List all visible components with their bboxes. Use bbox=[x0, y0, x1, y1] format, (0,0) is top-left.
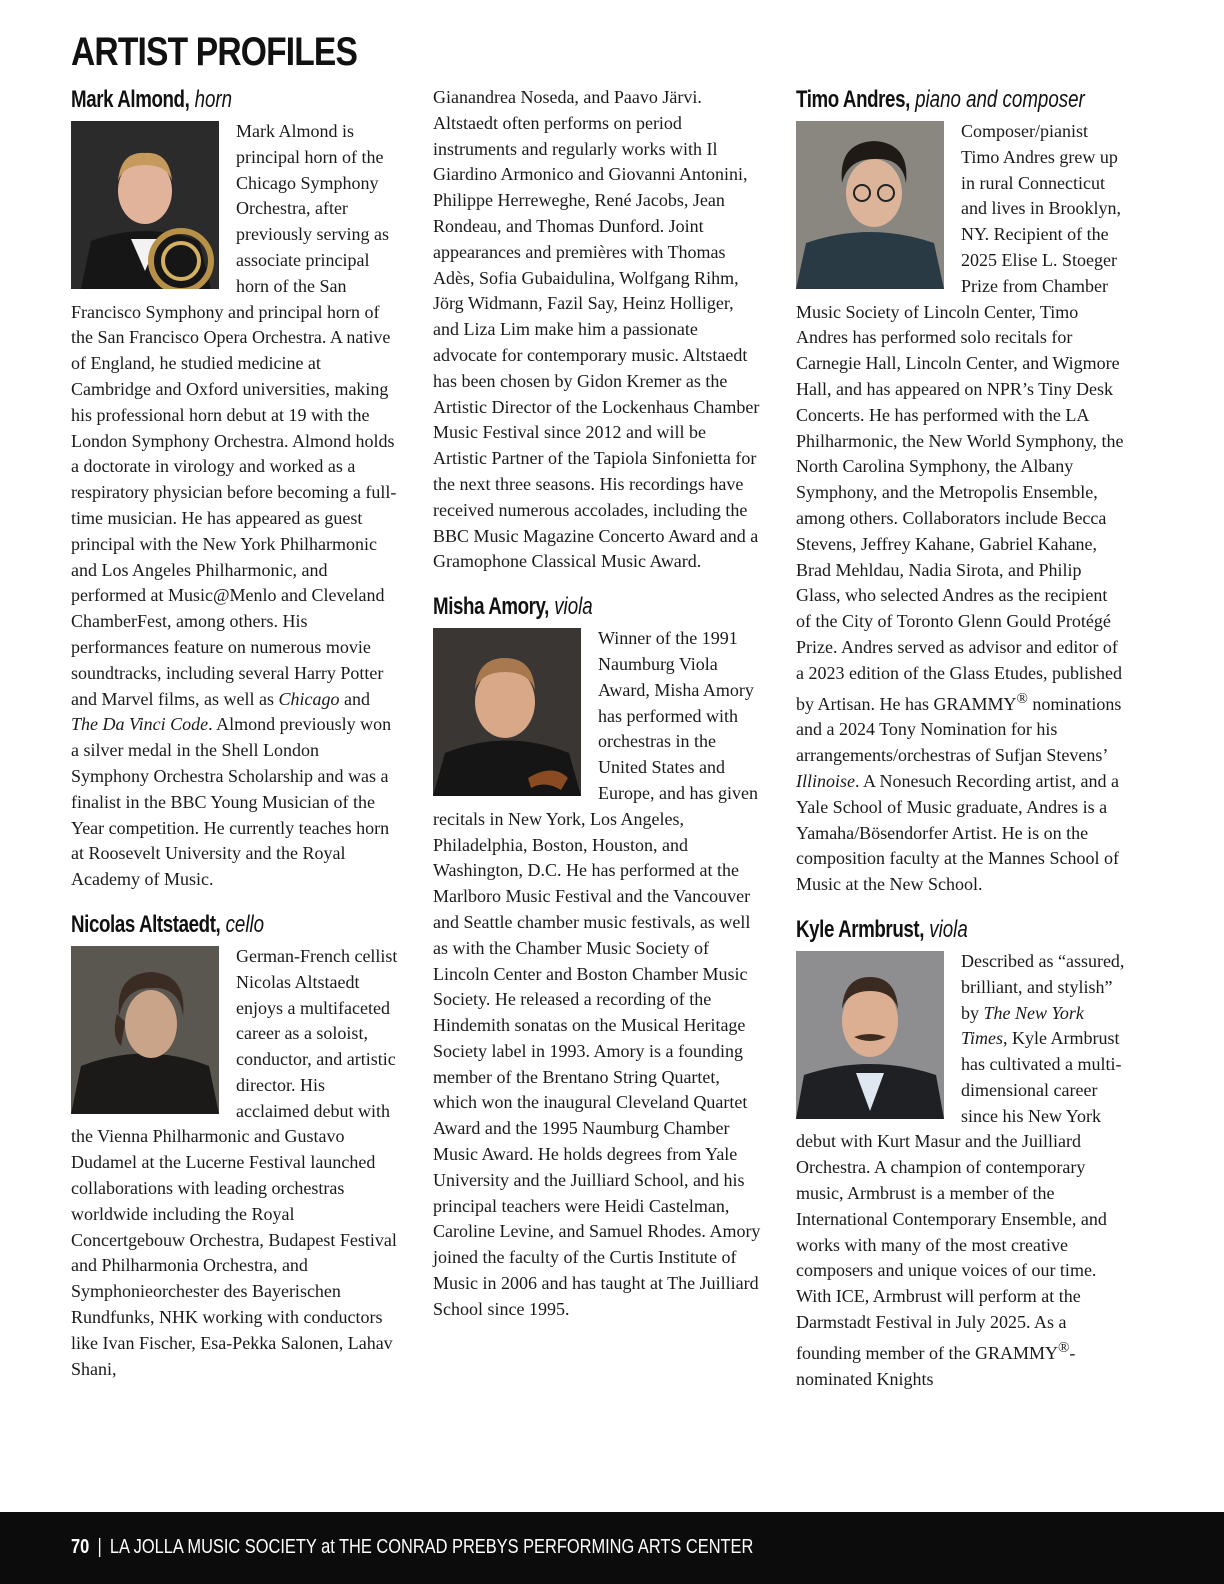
artist-bio bbox=[796, 119, 1126, 898]
album-title: Illinoise bbox=[796, 770, 855, 791]
artist-bio bbox=[796, 949, 1126, 1393]
artist-heading bbox=[433, 592, 690, 622]
artist-photo bbox=[796, 121, 944, 289]
film-title: The Da Vinci Code bbox=[71, 714, 209, 735]
bio-text: Described as “assured, brilliant, and stylish” by bbox=[961, 950, 1125, 1023]
page-footer bbox=[0, 1512, 1224, 1584]
artist-photo bbox=[71, 121, 219, 289]
artist-name: Misha Amory, bbox=[433, 593, 549, 621]
registered-mark: ® bbox=[1057, 1339, 1070, 1356]
profile-nicolas-altstaedt bbox=[71, 910, 401, 1383]
bio-text: nominations and a 2024 Tony Nomination for his arrangements/orchestras of Sufjan Stevens’ bbox=[796, 693, 1122, 766]
artist-name: Kyle Armbrust, bbox=[796, 915, 925, 943]
profile-misha-amory bbox=[433, 592, 763, 1323]
bio-text: Gianandrea Noseda, and Paavo Järvi. Altstaedt often performs on period instruments and regularly works with Il Giardino Armonico and Giovanni Antonini, Philippe Herreweghe, René Jacobs, Jean Rondeau, and Thomas Dunford. Joint appearances and premières with Thomas Adès, Sofia Gubaidulina, Wolfgang Rihm, Jörg Widmann, Fazil Say, Heinz Holliger, and Liza Lim make him a passionate advocate for contemporary music. Altstaedt has been chosen by Gidon Kremer as the Artistic Director of the Lockenhaus Chamber Music Festival since 2012 and will be Artistic Partner of the Tapiola Sinfonietta for the next three seasons. His recordings have received numerous accolades, including the BBC Music Magazine Concerto Award and a Gramophone Classical Music Award. bbox=[433, 87, 760, 572]
artist-bio bbox=[433, 626, 763, 1323]
bio-text: Composer/pianist Timo Andres grew up in rural Connecticut and lives in Brooklyn, NY. Recipient of the 2025 Elise L. Stoeger Prize from Chamber Music Society of Lincoln Center, Timo Andres has performed solo recitals for Carnegie Hall, Lincoln Center, and Wigmore Hall, and has appeared on NPR’s Tiny Desk Concerts. He has performed with the LA Philharmonic, the New World Symphony, the North Carolina Symphony, the Albany Symphony, and the Metropolis Ensemble, among others. Collaborators include Becca Stevens, Jeffrey Kahane, Gabriel Kahane, Brad Mehldau, Nadia Sirota, and Philip Glass, who selected Andres as the recipient of the City of Toronto Glenn Gould Protégé Prize. Andres served as advisor and editor of a 2023 edition of the Glass Etudes, published by Artisan. He has GRAMMY bbox=[796, 121, 1124, 714]
artist-photo bbox=[796, 951, 944, 1119]
publication-title: The New York Times bbox=[961, 1002, 1084, 1049]
portrait-image bbox=[796, 121, 944, 289]
page-number: 70 bbox=[71, 1536, 90, 1558]
footer-at: at bbox=[321, 1536, 335, 1558]
artist-heading bbox=[796, 915, 1053, 945]
artist-instrument: piano and composer bbox=[915, 86, 1085, 113]
artist-name: Timo Andres, bbox=[796, 86, 910, 113]
artist-heading bbox=[796, 85, 1085, 115]
portrait-image bbox=[71, 946, 219, 1114]
profile-altstaedt-continued bbox=[433, 85, 763, 575]
profile-timo-andres bbox=[796, 85, 1126, 898]
artist-photo bbox=[433, 628, 581, 796]
bio-text: . A Nonesuch Recording artist, and a Yale School of Music graduate, Andres is a Yamaha/Bösendorfer Artist. He is on the composition faculty at the Mannes School of Music at the New School. bbox=[796, 770, 1119, 895]
column-right bbox=[796, 85, 1126, 1409]
bio-text: Winner of the 1991 Naumburg Viola Award, Misha Amory has performed with orchestras in the United States and Europe, and has given recitals in New York, Los Angeles, Philadelphia, Boston, Houston, and Washington, D.C. He has performed at the Marlboro Music Festival and the Vancouver and Seattle chamber music festivals, as well as with the Chamber Music Society of Lincoln Center and Boston Chamber Music Society. He released a recording of the Hindemith sonatas on the Musical Heritage Society label in 1993. Amory is a founding member of the Brentano String Quartet, which won the inaugural Cleveland Quartet Award and the 1995 Naumburg Chamber Music Award. He holds degrees from Yale University and the Juilliard School, and his principal teachers were Heidi Castelman, Caroline Levine, and Samuel Rhodes. Amory joined the faculty of the Curtis Institute of Music in 2006 and has taught at The Juilliard School since 1995. bbox=[433, 628, 761, 1319]
artist-instrument: cello bbox=[225, 910, 265, 938]
profile-mark-almond bbox=[71, 85, 401, 893]
portrait-image bbox=[433, 628, 581, 796]
artist-bio bbox=[71, 944, 401, 1383]
column-left bbox=[71, 85, 401, 1399]
artist-instrument: viola bbox=[554, 593, 593, 621]
artist-instrument: horn bbox=[194, 86, 233, 113]
footer-separator: | bbox=[97, 1536, 102, 1558]
footer-org: LA JOLLA MUSIC SOCIETY bbox=[109, 1536, 317, 1558]
bio-text: . Almond previously won a silver medal in the Shell London Symphony Orchestra Scholarship and was a finalist in the BBC Young Musician of the Year competition. He currently teaches horn at Roosevelt University and the Royal Academy of Music. bbox=[71, 714, 392, 890]
artist-bio bbox=[71, 119, 401, 893]
page-title: ARTIST PROFILES bbox=[71, 30, 358, 74]
artist-name: Mark Almond, bbox=[71, 86, 190, 113]
footer-venue: THE CONRAD PREBYS PERFORMING ARTS CENTER bbox=[339, 1536, 754, 1558]
artist-bio bbox=[433, 85, 763, 575]
bio-text: -nominated Knights bbox=[796, 1342, 1076, 1389]
footer-text bbox=[71, 1536, 753, 1559]
column-middle bbox=[433, 85, 763, 1340]
portrait-image bbox=[71, 121, 219, 289]
portrait-image bbox=[796, 951, 944, 1119]
film-title: Chicago bbox=[278, 688, 340, 709]
artist-heading bbox=[71, 910, 328, 940]
bio-text: , Kyle Armbrust has cultivated a multi-dimensional career since his New York debut with Kurt Masur and the Juilliard Orchestra. A champion of contemporary music, Armbrust is a member of the International Contemporary Ensemble, and works with many of the most creative composers and unique voices of our time. With ICE, Armbrust will perform at the Darmstadt Festival in July 2025. As a founding member of the GRAMMY bbox=[796, 1028, 1122, 1363]
artist-heading bbox=[71, 85, 328, 115]
bio-text: Mark Almond is principal horn of the Chicago Symphony Orchestra, after previously serving as associate principal horn of the San Francisco Symphony and principal horn of the San Francisco Opera Orchestra. A native of England, he studied medicine at Cambridge and Oxford universities, making his professional horn debut at 19 with the London Symphony Orchestra. Almond holds a doctorate in virology and worked as a respiratory physician before becoming a full-time musician. He has appeared as guest principal with the New York Philharmonic and Los Angeles Philharmonic, and performed at Music@Menlo and Cleveland ChamberFest, among others. His performances feature on numerous movie soundtracks, including several Harry Potter and Marvel films, as well as bbox=[71, 121, 397, 709]
profile-kyle-armbrust bbox=[796, 915, 1126, 1393]
registered-mark: ® bbox=[1016, 690, 1028, 707]
artist-instrument: viola bbox=[929, 915, 968, 943]
bio-text: and bbox=[339, 688, 370, 709]
bio-text: German-French cellist Nicolas Altstaedt enjoys a multifaceted career as a soloist, conductor, and artistic director. His acclaimed debut with the Vienna Philharmonic and Gustavo Dudamel at the Lucerne Festival launched collaborations with leading orchestras worldwide including the Royal Concertgebouw Orchestra, Budapest Festival and Philharmonia Orchestra, and Symphonieorchester des Bayerischen Rundfunks, NHK working with conductors like Ivan Fischer, Esa-Pekka Salonen, Lahav Shani, bbox=[71, 945, 398, 1379]
artist-photo bbox=[71, 946, 219, 1114]
artist-name: Nicolas Altstaedt, bbox=[71, 910, 221, 938]
